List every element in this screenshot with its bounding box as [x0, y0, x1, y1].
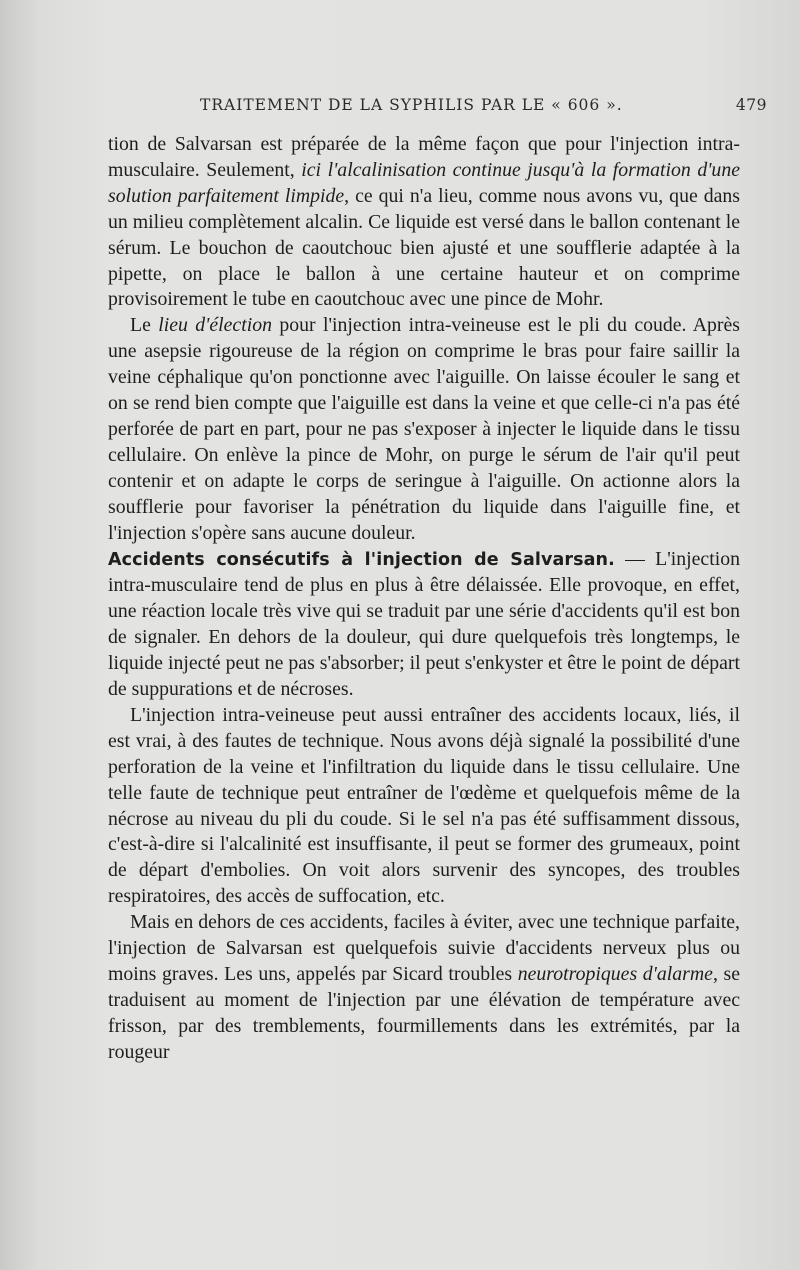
- running-header: [200, 96, 767, 114]
- p2-text-a: Le: [130, 314, 159, 337]
- body-text: [108, 132, 740, 1066]
- p1-text-a: tion de Salvarsan est préparée de la même façon que pour l'injection intra-musculaire. Seulement,: [108, 133, 740, 181]
- p2-text-c: pour l'injection intra-veineuse est le pli du coude. Après une asepsie rigoureuse de la région on comprime le bras pour faire saillir la veine céphalique qu'on ponctionne avec l'aiguille. On laisse écouler le sang et on se rend bien compte que l'aiguille est dans la veine et que celle-ci n'a pas été perforée de part en part, pour ne pas s'exposer à injecter le liquide dans le tissu cellulaire. On enlève la pince de Mohr, on purge le sérum de l'air qu'il peut contenir et on adapte le corps de seringue à l'aiguille. On actionne alors la soufflerie pour favoriser la pénétration du liquide dans l'aiguille fine, et l'injection s'opère sans aucune douleur.: [108, 314, 741, 544]
- p3-text: — L'injection intra-musculaire tend de plus en plus à être délaissée. Elle provoque, en effet, une réaction locale très vive qui se traduit par une série d'accidents qu'il est bon de signaler. En dehors de la douleur, qui dure quelquefois très longtemps, le liquide injecté peut ne pas s'absorber; il peut s'enkyster et être le point de départ de suppurations et de nécroses.: [108, 547, 740, 701]
- p4-text: L'injection intra-veineuse peut aussi entraîner des accidents locaux, liés, il est vrai, à des fautes de technique. Nous avons déjà signalé la possibilité d'une perforation de la veine et l'infiltration du liquide dans le tissu cellulaire. Une telle faute de technique peut entraîner de l'œdème et quelquefois même de la nécrose au niveau du pli du coude. Si le sel n'a pas été suffisamment dissous, c'est-à-dire si l'alcalinité est insuffisante, il peut se former des grumeaux, point de départ d'embolies. On voit alors survenir des syncopes, des troubles respiratoires, des accès de suffocation, etc.: [108, 703, 740, 908]
- p5-text-c: , se traduisent au moment de l'injection par une élévation de température avec frisson, par des tremblements, fourmillements dans les extrémités, par la rougeur: [108, 963, 740, 1063]
- p1-text-c: , ce qui n'a lieu, comme nous avons vu, que dans un milieu complètement alcalin. Ce liquide est versé dans le ballon contenant le sérum. Le bouchon de caoutchouc bien ajusté et une soufflerie adaptée à la pipette, on place le ballon à une certaine hauteur et on comprime provisoirement le tube en caoutchouc avec une pince de Mohr.: [108, 184, 740, 311]
- p5-italic: neurotropiques d'alarme: [517, 963, 713, 985]
- p1-italic: ici l'alcalinisation continue jusqu'à la formation d'une solution parfaitement limpide: [108, 158, 740, 207]
- paragraph-2: [108, 313, 740, 546]
- paragraph-1: [108, 132, 740, 313]
- paragraph-4: [108, 703, 740, 910]
- p5-text-a: Mais en dehors de ces accidents, faciles à éviter, avec une technique parfaite, l'injection de Salvarsan est quelquefois suivie d'accidents nerveux plus ou moins graves. Les uns, appelés par Sicard troubles: [108, 911, 740, 985]
- page-number: 479: [735, 96, 767, 114]
- paragraph-3: [108, 547, 740, 703]
- running-title: TRAITEMENT DE LA SYPHILIS PAR LE « 606 ».: [200, 96, 623, 114]
- paragraph-5: [108, 910, 740, 1065]
- p2-italic: lieu d'élection: [158, 314, 272, 337]
- section-heading: Accidents consécutifs à l'injection de Salvarsan.: [108, 549, 615, 570]
